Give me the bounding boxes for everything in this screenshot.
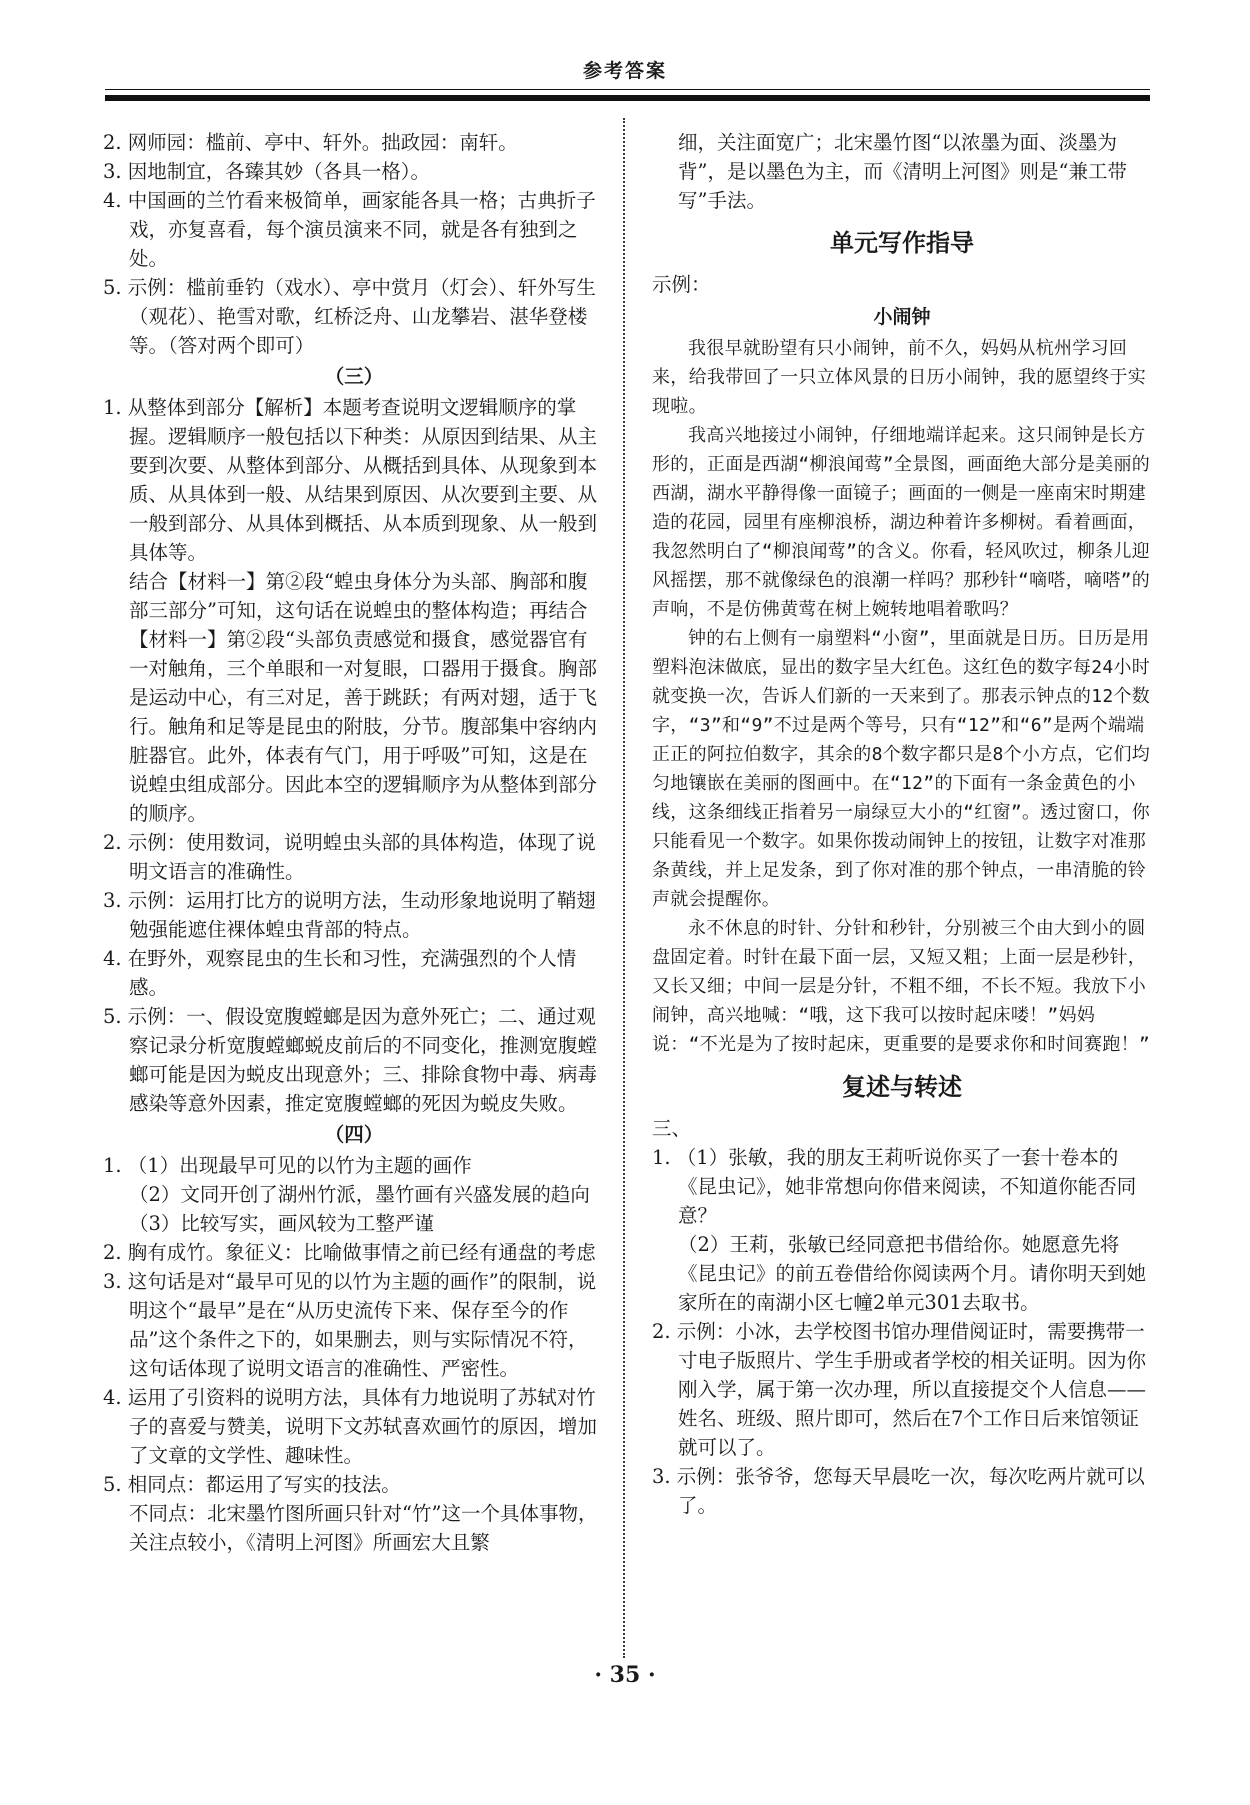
answer-continuation: 结合【材料一】第②段“蝗虫身体分为头部、胸部和腹部三部分”可知，这句话在说蝗虫的整体构造；再结合【材料一】第②段“头部负责感觉和摄食，感觉器官有一对触角，三个单眼和一对复眼，口器用于摄食。胸部是运动中心，有三对足，善于跳跃；有两对翅，适于飞行。触角和足等是昆虫的附肢，分节。腹部集中容纳内脏器官。此外，体表有气门，用于呼吸”可知，这是在说蝗虫组成部分。因此本空的逻辑顺序为从整体到部分的顺序。	[129, 570, 598, 825]
essay-body	[652, 334, 1152, 1059]
answer-item: 3. 示例：运用打比方的说明方法，生动形象地说明了鞘翅勉强能遮住裸体蝗虫背部的特点。	[103, 889, 596, 941]
essay-paragraph: 我高兴地接过小闹钟，仔细地端详起来。这只闹钟是长方形的，正面是西湖“柳浪闻莺”全景图，画面绝大部分是美丽的西湖，湖水平静得像一面镜子；画面的一侧是一座南宋时期建造的花园，园里有座柳浪桥，湖边种着许多柳树。看着画面，我忽然明白了“柳浪闻莺”的含义。你看，轻风吹过，柳条儿迎风摇摆，那不就像绿色的浪潮一样吗？那秒针“嘀嗒，嘀嗒”的声响，不是仿佛黄莺在树上婉转地唱着歌吗？	[652, 425, 1151, 620]
answer-item: 4. 中国画的兰竹看来极简单，画家能各具一格；古典折子戏，亦复喜看，每个演员演来不同，就是各有独到之处。	[103, 189, 596, 270]
answer-subitem: （3）比较写实，画风较为工整严谨	[129, 1212, 434, 1235]
answer-item: 2. 网师园：槛前、亭中、轩外。拙政园：南轩。	[103, 131, 518, 154]
answer-item: 1. （1）出现最早可见的以竹为主题的画作	[103, 1154, 472, 1177]
answer-subitem: （2）王莉，张敏已经同意把书借给你。她愿意先将《昆虫记》的前五卷借给你阅读两个月。请你明天到她家所在的南湖小区七幢2单元301去取书。	[678, 1233, 1147, 1314]
answer-item: 3. 这句话是对“最早可见的以竹为主题的画作”的限制，说明这个“最早”是在“从历史流传下来、保存至今的作品”这个条件之下的，如果删去，则与实际情况不符，这句话体现了说明文语言的准确性、严密性。	[103, 1270, 597, 1380]
section-heading-4: （四）	[324, 1123, 384, 1146]
answer-subitem: （2）文同开创了湖州竹派，墨竹画有兴盛发展的趋向	[129, 1183, 590, 1206]
example-label: 示例：	[652, 273, 711, 296]
answer-item: 4. 运用了引资料的说明方法，具体有力地说明了苏轼对竹子的喜爱与赞美，说明下文苏轼喜欢画竹的原因，增加了文章的文学性、趣味性。	[103, 1386, 598, 1467]
answer-item: 2. 胸有成竹。象征义：比喻做事情之前已经有通盘的考虑	[103, 1241, 596, 1264]
answer-item: 4. 在野外，观察昆虫的生长和习性，充满强烈的个人情感。	[103, 947, 577, 999]
header-rule-thick	[105, 95, 1150, 101]
retell-heading: 复述与转述	[842, 1073, 962, 1101]
answer-continuation: 细，关注面宽广；北宋墨竹图“以浓墨为面、淡墨为背”，是以墨色为主，而《清明上河图》则是“兼工带写”手法。	[678, 131, 1127, 212]
essay-paragraph: 钟的右上侧有一扇塑料“小窗”，里面就是日历。日历是用塑料泡沫做底，显出的数字呈大红色。这红色的数字每24小时就变换一次，告诉人们新的一天来到了。那表示钟点的12个数字，“3”和“9”不过是两个等号，只有“12”和“6”是两个端端正正的阿拉伯数字，其余的8个数字都只是8个小方点，它们均匀地镶嵌在美丽的图画中。在“12”的下面有一条金黄色的小线，这条细线正指着另一扇绿豆大小的“红窗”。透过窗口，你只能看见一个数字。如果你拨动闹钟上的按钮，让数字对准那条黄线，并上足发条，到了你对准的那个钟点，一串清脆的铃声就会提醒你。	[652, 628, 1151, 910]
essay-paragraph: 永不休息的时针、分针和秒针，分别被三个由大到小的圆盘固定着。时针在最下面一层，又短又粗；上面一层是秒针，又长又细；中间一层是分针，不粗不细，不长不短。我放下小闹钟，高兴地喊：“哦，这下我可以按时起床喽！”妈妈说：“不光是为了按时起床，更重要的是要求你和时间赛跑！”	[652, 918, 1151, 1055]
right-column	[652, 128, 1152, 1520]
answer-item: 5. 相同点：都运用了写实的技法。	[103, 1473, 401, 1496]
answer-continuation: 不同点：北宋墨竹图所画只针对“竹”这一个具体事物，关注点较小，《清明上河图》所画宏大且繁	[129, 1502, 598, 1554]
page-header-title: 参考答案	[582, 60, 667, 82]
left-column	[103, 128, 605, 1557]
answer-item: 3. 示例：张爷爷，您每天早晨吃一次，每次吃两片就可以了。	[652, 1465, 1145, 1517]
answer-item: 2. 示例：小冰，去学校图书馆办理借阅证时，需要携带一寸电子版照片、学生手册或者学校的相关证明。因为你刚入学，属于第一次办理，所以直接提交个人信息——姓名、班级、照片即可，然后在7个工作日后来馆领证就可以了。	[652, 1320, 1147, 1459]
writing-guide-heading: 单元写作指导	[830, 229, 974, 257]
page-number: · 35 ·	[594, 1662, 656, 1688]
answer-item: 1. （1）张敏，我的朋友王莉听说你买了一套十卷本的《昆虫记》，她非常想向你借来阅读，不知道你能否同意？	[652, 1146, 1137, 1227]
answer-item: 5. 示例：一、假设宽腹螳螂是因为意外死亡；二、通过观察记录分析宽腹螳螂蜕皮前后的不同变化，推测宽腹螳螂可能是因为蜕皮出现意外；三、排除食物中毒、病毒感染等意外因素，推定宽腹螳螂的死因为蜕皮失败。	[103, 1005, 598, 1115]
answer-item: 2. 示例：使用数词，说明蝗虫头部的具体构造，体现了说明文语言的准确性。	[103, 831, 596, 883]
column-divider	[623, 118, 625, 1658]
essay-paragraph: 我很早就盼望有只小闹钟，前不久，妈妈从杭州学习回来，给我带回了一只立体风景的日历小闹钟，我的愿望终于实现啦。	[652, 338, 1147, 417]
section-heading-3: （三）	[324, 365, 384, 388]
answer-item: 1. 从整体到部分【解析】本题考查说明文逻辑顺序的掌握。逻辑顺序一般包括以下种类：从原因到结果、从主要到次要、从整体到部分、从概括到具体、从现象到本质、从具体到一般、从结果到原因、从次要到主要、从一般到部分、从具体到概括、从本质到现象、从一般到具体等。	[103, 396, 598, 564]
answer-item: 5. 示例：槛前垂钓（戏水）、亭中赏月（灯会）、轩外写生（观花）、艳雪对歌，红桥泛舟、山龙攀岩、湛华登楼等。（答对两个即可）	[103, 276, 596, 357]
answer-item: 3. 因地制宜，各臻其妙（各具一格）。	[103, 160, 431, 183]
essay-title: 小闹钟	[873, 306, 931, 328]
header-rule-thin	[105, 89, 1150, 90]
retell-label: 三、	[652, 1117, 692, 1140]
